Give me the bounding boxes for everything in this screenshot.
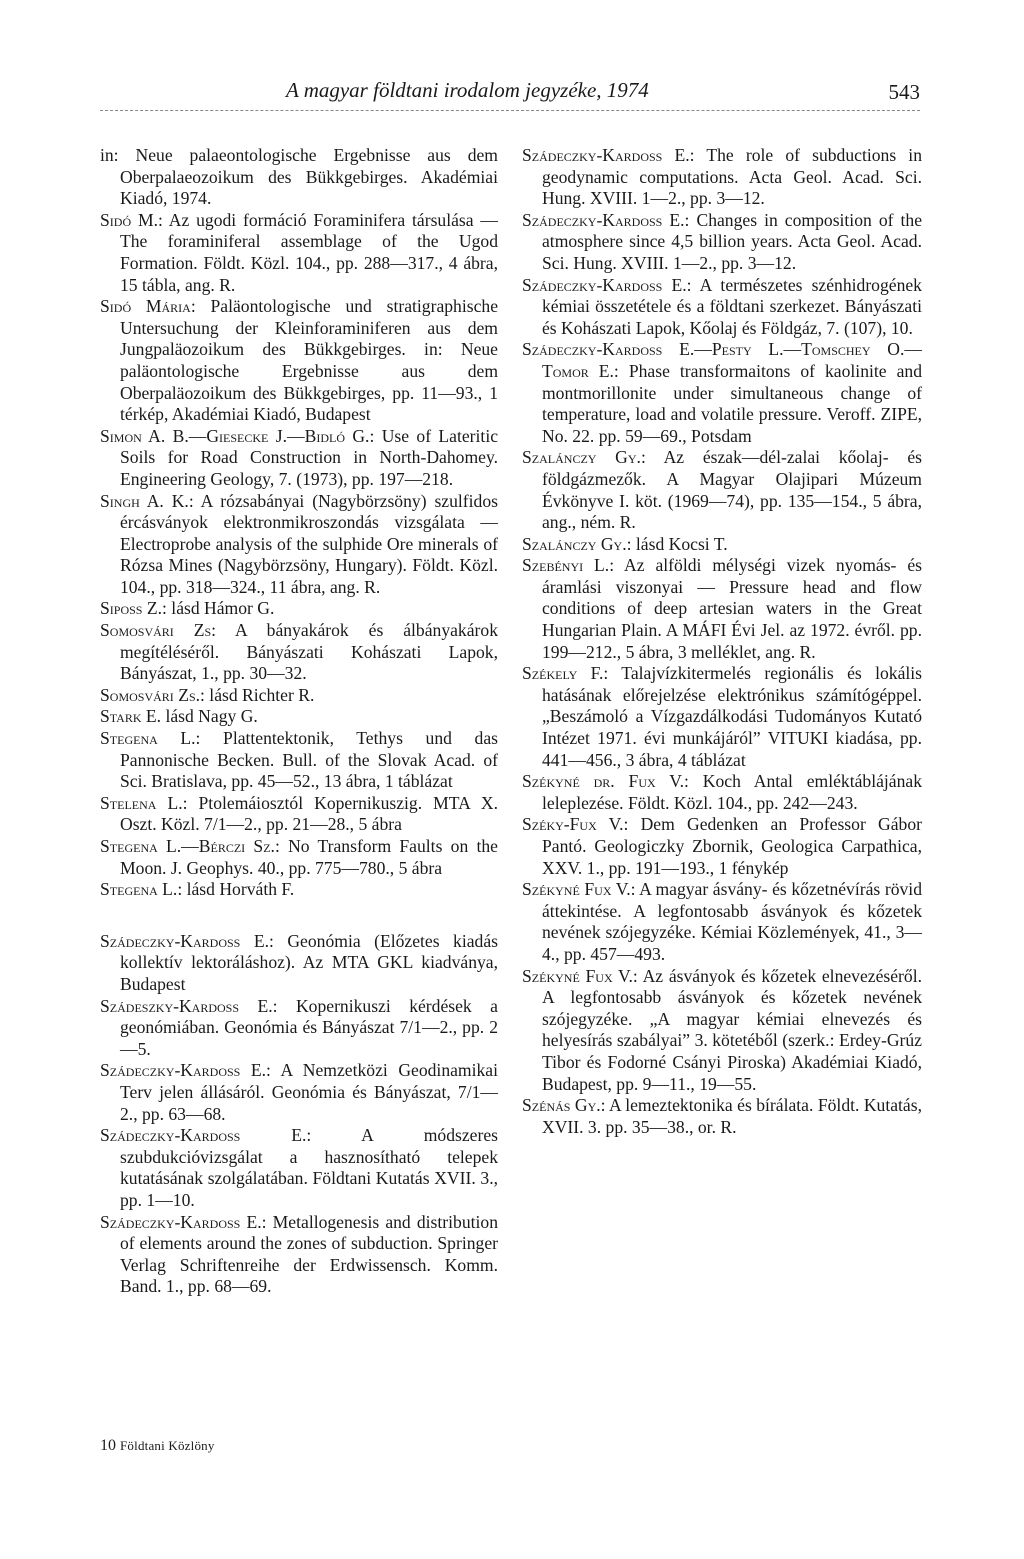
entry-author: Székely F. xyxy=(522,663,604,684)
entry-author: Stelena L. xyxy=(100,792,183,813)
entry-author: Szádeczky-Kardoss E. xyxy=(100,1060,267,1081)
bib-entry xyxy=(100,793,498,836)
footer-journal: Földtani Közlöny xyxy=(120,1438,215,1453)
entry-text: : Az észak—dél-zalai kőolaj- és földgázmezők. A Magyar Olajipari Múzeum Évkönyve I. köt. (1969—74), pp. 135—154., 5 ábra, ang., ném. R. xyxy=(542,447,922,533)
running-header xyxy=(100,78,920,112)
entry-text: : Talajvízkitermelés regionális és lokális hatásának előrejelzése elektrónikus számítógéppel. „Beszámoló a Vízgazdálkodási Tudományos Kutató Intézet 1971. évi munkájáról” VITUKI kiadása, pp. 441—456., 3 ábra, 4 táblázat xyxy=(542,663,922,770)
entry-author: Somosvári Zs xyxy=(100,620,212,641)
entry-author: Székyné dr. Fux V. xyxy=(522,771,685,792)
bib-entry xyxy=(522,534,922,556)
entry-text: lásd Nagy G. xyxy=(161,706,258,727)
entry-text: : Metallogenesis and distribution of elements around the zones of subduction. Springer Verlag Schriftenreihe der Erdwissensch. Komm. Band. 1., pp. 68—69. xyxy=(120,1211,498,1297)
bib-entry xyxy=(522,447,922,533)
entry-author: Szádeczky-Kardoss E. xyxy=(100,930,269,951)
entry-text: : A rózsabányai (Nagybörzsöny) szulfidos ércásványok elektronmikroszondás vizsgálata — Electroprobe analysis of the sulphide Ore minerals of Rózsa Mines (Nagybörzsöny, Hungary). Földt. Közl. 104., pp. 318—324., 11 ábra, ang. R. xyxy=(120,490,498,597)
entry-author: Siposs Z. xyxy=(100,598,163,619)
entry-author: Stark E. xyxy=(100,706,162,727)
entry-author: Somosvári Zs. xyxy=(100,684,201,705)
bib-entry xyxy=(100,879,498,901)
running-title: A magyar földtani irodalom jegyzéke, 1974 xyxy=(286,78,649,102)
entry-text: : The role of subductions in geodynamic computations. Acta Geol. Acad. Sci. Hung. XVIII. 1—2., pp. 3—12. xyxy=(542,145,922,209)
entry-text: : Dem Gedenken an Professor Gábor Pantó. Geologiczky Zbornik, Geologica Carpathica, XXV. 1., pp. 191—193., 1 fénykép xyxy=(542,814,922,878)
bib-entry xyxy=(522,210,922,275)
entry-text: : No Transform Faults on the Moon. J. Geophys. 40., pp. 775—780., 5 ábra xyxy=(120,836,498,878)
entry-text: : A természetes szénhidrogének kémiai összetétele és a földtani szerkezet. Bányászati és Kohászati Lapok, Kőolaj és Földgáz, 7. (107), 10. xyxy=(542,274,922,338)
bib-entry xyxy=(522,1095,922,1138)
bib-entry xyxy=(522,663,922,771)
bib-entry xyxy=(100,706,498,728)
entry-text: : Ptolemáiosztól Kopernikuszig. MTA X. Oszt. Közl. 7/1—2., pp. 21—28., 5 ábra xyxy=(120,792,498,835)
bib-entry xyxy=(522,966,922,1096)
entry-author: Szádeczky-Kardoss E.—Pesty L.—Tomschey O.—Tomor E. xyxy=(522,339,922,381)
entry-author: Singh A. K. xyxy=(100,490,189,511)
entry-text: : Kopernikuszi kérdések a geonómiában. Geonómia és Bányászat 7/1—2., pp. 2—5. xyxy=(120,995,498,1059)
bib-entry xyxy=(100,296,498,426)
entry-text: : Geonómia (Előzetes kiadás kollektív lektoráláshoz). Az MTA GKL kiadványa, Budapest xyxy=(120,930,498,994)
entry-text: : A bányakárok és álbányakárok megítéléséről. Bányászati Kohászati Lapok, Bányászat, 1., pp. 30—32. xyxy=(120,620,498,684)
bib-entry xyxy=(522,339,922,447)
page-number: 543 xyxy=(888,80,920,104)
entry-author: Székyné Fux V. xyxy=(522,879,631,900)
left-column xyxy=(100,145,498,1298)
entry-text: : A lemeztektonika és bírálata. Földt. Kutatás, XVII. 3. pp. 35—38., or. R. xyxy=(542,1095,922,1137)
bib-entry xyxy=(100,1060,498,1125)
entry-author: Sidó Mária xyxy=(100,296,191,317)
entry-text: : A Nemzetközi Geodinamikai Terv jelen állásáról. Geonómia és Bányászat, 7/1—2., pp. 63—68. xyxy=(120,1060,498,1124)
entry-text: : Paläontologische und stratigraphische Untersuchung der Kleinforaminiferen aus dem Jungpaläozoikum des Bükkgebirges. in: Neue paläontologische Ergebnisse aus dem Oberpaläozoikum des Bükkgebirges, pp. 11—93., 1 térkép, Akadémiai Kiadó, Budapest xyxy=(120,296,498,425)
entry-author: Simon A. B.—Giesecke J.—Bidló G. xyxy=(100,425,370,446)
bib-entry xyxy=(100,210,498,296)
bib-entry xyxy=(100,145,498,210)
entry-author: Szádeczky-Kardoss E. xyxy=(100,1125,307,1146)
entry-text: : Phase transformaitons of kaolinite and montmorillonite under simultaneous change of temperature, load and volatile pressure. Veroff. ZIPE, No. 22. pp. 59—69., Potsdam xyxy=(542,360,922,446)
bib-entry xyxy=(522,145,922,210)
entry-text: : Az ásványok és kőzetek elnevezéséről. A legfontosabb ásványok és kőzetek nevének szójegyzéke. „A magyar kémiai elnevezés és helyesírás szabályai” 3. kötetéből (szerk.: Erdey-Grúz Tibor és Fodorné Csányi Piroska) Akadémiai Kiadó, Budapest, pp. 9—11., 19—55. xyxy=(542,965,922,1094)
entry-author: Sidó M. xyxy=(100,209,158,230)
bib-entry xyxy=(522,275,922,340)
header-rule xyxy=(100,110,920,111)
bib-entry xyxy=(100,685,498,707)
entry-author: Szádeczky-Kardoss E. xyxy=(522,145,690,165)
entry-author: Szebényi L. xyxy=(522,555,610,576)
entry-text: in: Neue palaeontologische Ergebnisse aus dem Oberpalaeozoikum des Bükkgebirges. Akadémiai Kiadó, 1974. xyxy=(100,145,498,209)
bib-entry xyxy=(100,931,498,996)
bib-entry xyxy=(100,426,498,491)
entry-author: Stegena L. xyxy=(100,879,178,900)
bib-entry xyxy=(100,598,498,620)
bib-entry xyxy=(100,728,498,793)
bib-entry xyxy=(100,1212,498,1298)
entry-author: Szádeczky-Kardoss E. xyxy=(100,1211,262,1232)
right-column xyxy=(522,145,922,1138)
entry-author: Széky-Fux V. xyxy=(522,814,624,835)
entry-text: : lásd Hámor G. xyxy=(162,598,275,619)
bib-entry xyxy=(522,771,922,814)
entry-text: : lásd Kocsi T. xyxy=(626,533,728,554)
entry-author: Stegena L.—Bérczi Sz. xyxy=(100,836,275,856)
footer xyxy=(100,1437,215,1455)
entry-text: : lásd Horváth F. xyxy=(177,879,295,900)
entry-author: Székyné Fux V. xyxy=(522,965,633,986)
entry-author: Szalánczy Gy. xyxy=(522,447,641,468)
bib-entry xyxy=(522,555,922,663)
bib-entry xyxy=(522,879,922,965)
entry-text: : lásd Richter R. xyxy=(200,684,315,705)
bib-entry xyxy=(100,620,498,685)
entry-text: : Changes in composition of the atmosphere since 4,5 billion years. Acta Geol. Acad. Sci. Hung. XVIII. 1—2., pp. 3—12. xyxy=(542,209,923,273)
entry-author: Szádeszky-Kardoss E. xyxy=(100,995,273,1016)
entry-author: Szádeczky-Kardoss E. xyxy=(522,274,687,295)
footer-number: 10 xyxy=(100,1437,116,1454)
entry-author: Szénás Gy. xyxy=(522,1095,601,1116)
bib-entry xyxy=(100,491,498,599)
entry-author: Stegena L. xyxy=(100,728,196,749)
bib-entry xyxy=(522,814,922,879)
entry-text: : A módszeres szubdukcióvizsgálat a hasznosítható telepek kutatásának szolgálatában. Földtani Kutatás XVII. 3., pp. 1—10. xyxy=(120,1125,498,1210)
entry-text: : Koch Antal emléktáblájának leleplezése. Földt. Közl. 104., pp. 242—243. xyxy=(542,771,923,813)
entry-author: Szádeczky-Kardoss E. xyxy=(522,209,685,230)
bib-entry xyxy=(100,836,498,879)
bib-entry xyxy=(100,1125,498,1211)
entry-author: Szalánczy Gy. xyxy=(522,533,627,554)
entry-text: : A magyar ásvány- és kőzetnévírás rövid áttekintése. A legfontosabb ásványok és kőzetek nevének szójegyzéke. Kémiai Közlemények, 41., 3—4., pp. 457—493. xyxy=(542,879,922,964)
entry-text: : Az alföldi mélységi vizek nyomás- és áramlási viszonyai — Pressure head and flow conditions of deep artesian waters in the Great Hungarian Plain. A MÁFI Évi Jel. az 1972. évről. pp. 199—212., 5 ábra, 3 melléklet, ang. R. xyxy=(542,555,922,662)
entry-text: : Az ugodi formáció Foraminifera társulása — The foraminiferal assemblage of the Ugod Formation. Földt. Közl. 104., pp. 288—317., 4 ábra, 15 tábla, ang. R. xyxy=(120,209,499,295)
entry-text: : Plattentektonik, Tethys und das Pannonische Becken. Bull. of the Slovak Acad. of Sci. Bratislava, pp. 45—52., 13 ábra, 1 táblázat xyxy=(120,728,498,792)
bib-entry xyxy=(100,996,498,1061)
entry-text: : Use of Lateritic Soils for Road Construction in North-Dahomey. Engineering Geology, 7. (1973), pp. 197—218. xyxy=(120,425,499,489)
